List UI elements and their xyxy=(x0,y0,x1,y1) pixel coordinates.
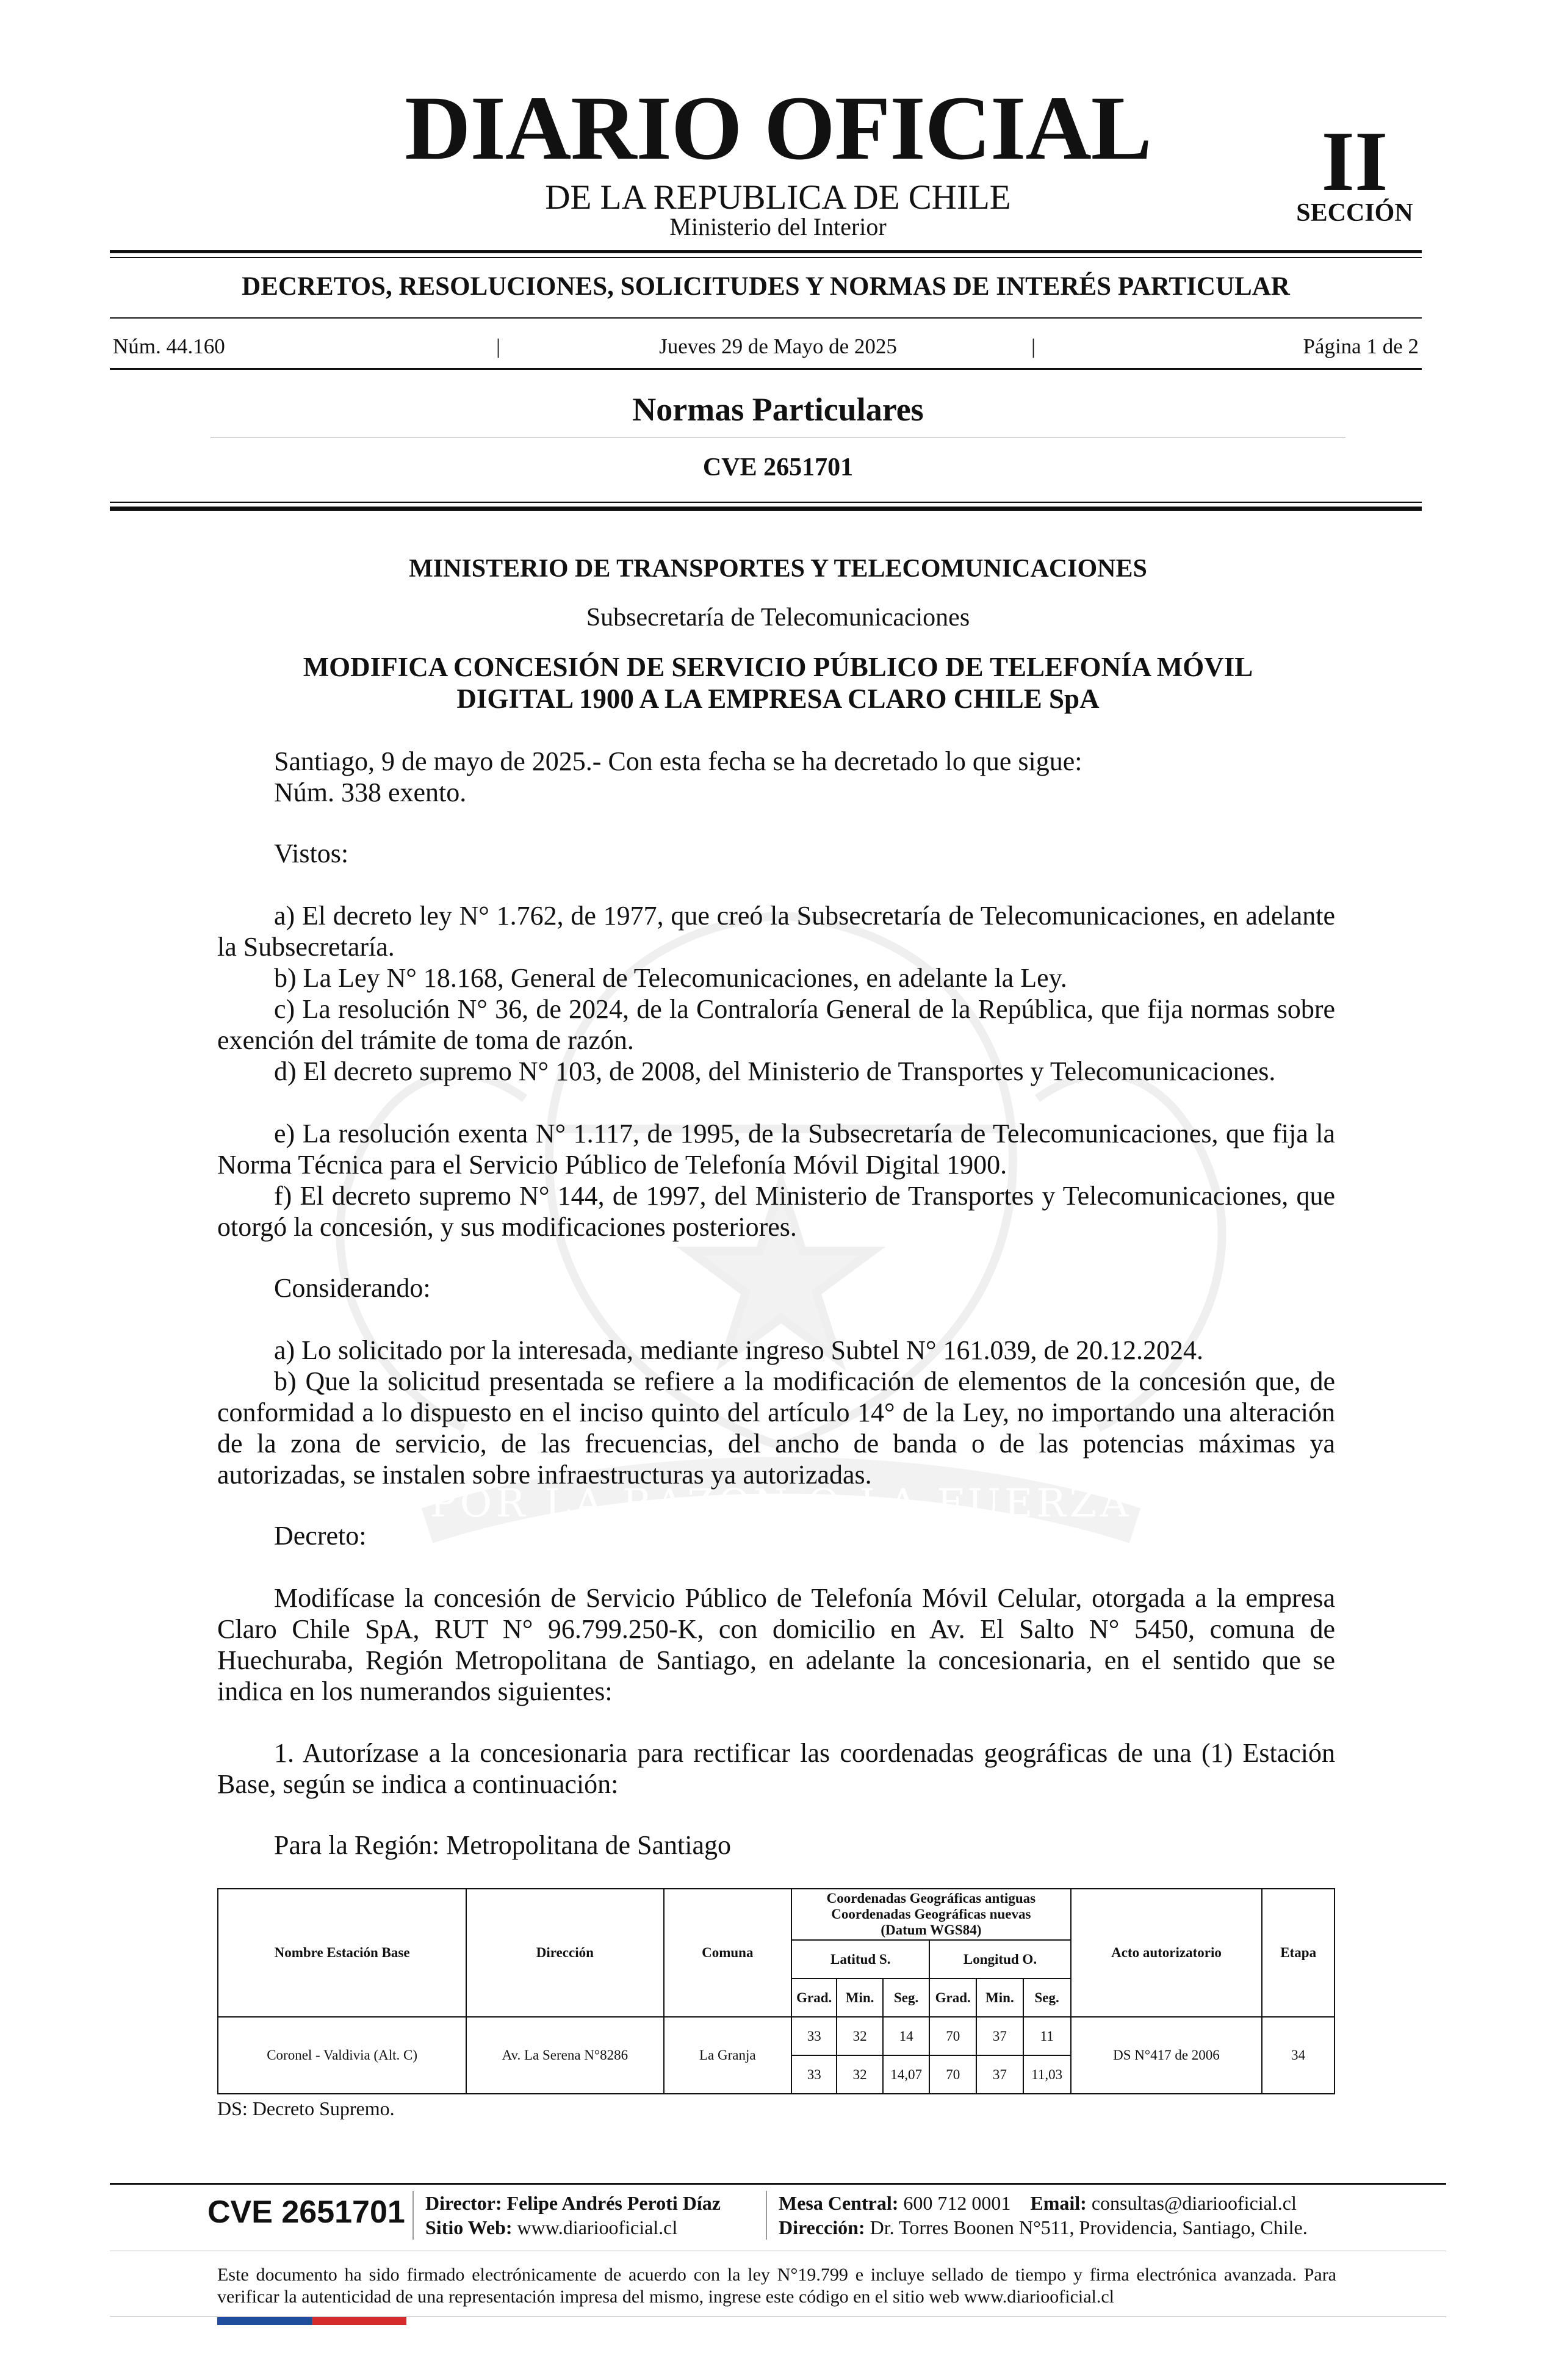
cell-new-lon-grad: 70 xyxy=(929,2055,976,2094)
section-title: Normas Particulares xyxy=(632,391,924,428)
vistos-item: e) La resolución exenta N° 1.117, de 1995, de la Subsecretaría de Telecomunicaciones, que fija la Norma Técnica para el Servicio Público de Telefonía Móvil Digital 1900. xyxy=(217,1119,1335,1180)
issuing-ministry: MINISTERIO DE TRANSPORTES Y TELECOMUNICACIONES xyxy=(409,555,1147,583)
footer-address: Dirección: Dr. Torres Boonen N°511, Providencia, Santiago, Chile. xyxy=(779,2216,1308,2238)
vistos-item: b) La Ley N° 18.168, General de Telecomunicaciones, en adelante la Ley. xyxy=(274,963,1067,993)
section-number: II xyxy=(1321,114,1388,209)
cell-new-lon-seg: 11,03 xyxy=(1023,2055,1071,2094)
cell-etapa: 34 xyxy=(1262,2017,1334,2094)
cell-new-lat-grad: 33 xyxy=(791,2055,837,2094)
issue-separator: | xyxy=(496,334,501,358)
cell-new-lon-min: 37 xyxy=(976,2055,1023,2094)
category-rule xyxy=(110,317,1422,319)
cell-old-lat-seg: 14 xyxy=(883,2017,930,2055)
considerando-item: a) Lo solicitado por la interesada, mediante ingreso Subtel N° 161.039, de 20.12.2024. xyxy=(274,1335,1204,1365)
considerando-item: b) Que la solicitud presentada se refiere a la modificación de elementos de la concesión que, de conformidad a lo dispuesto en el inciso quinto del artículo 14° de la Ley, no importando una alteración de la zona de servicio, de las frecuencias, del ancho de banda o de las potencias máximas ya autorizadas, se instalen sobre infraestructuras ya autorizadas. xyxy=(217,1366,1335,1490)
vistos-item: c) La resolución N° 36, de 2024, de la Contraloría General de la República, que fija normas sobre exención del trámite de toma de razón. xyxy=(217,994,1335,1055)
col-header-longitude: Longitud O. xyxy=(929,1940,1070,1978)
decreto-heading: Decreto: xyxy=(274,1521,367,1551)
col-header-grad: Grad. xyxy=(929,1978,976,2017)
col-header-comuna: Comuna xyxy=(664,1889,792,2017)
footer-mesa-central: Mesa Central: 600 712 0001 Email: consultas@diariooficial.cl xyxy=(779,2192,1297,2214)
vistos-item: d) El decreto supremo N° 103, de 2008, del Ministerio de Transportes y Telecomunicaciones. xyxy=(274,1056,1276,1086)
footer-website-link[interactable]: www.diariooficial.cl xyxy=(517,2216,678,2238)
footer-website: Sitio Web: www.diariooficial.cl xyxy=(425,2216,678,2238)
coords-header-line: Coordenadas Geográficas antiguas xyxy=(826,1891,1036,1906)
masthead-title: DIARIO OFICIAL xyxy=(405,78,1151,179)
flag-stripe-red xyxy=(312,2317,406,2325)
footer-email-link[interactable]: consultas@diariooficial.cl xyxy=(1091,2192,1297,2214)
cell-new-lat-seg: 14,07 xyxy=(883,2055,930,2094)
page-indicator: Página 1 de 2 xyxy=(1303,334,1419,358)
decree-title-line: DIGITAL 1900 A LA EMPRESA CLARO CHILE SpA xyxy=(456,683,1100,714)
cell-old-lon-grad: 70 xyxy=(929,2017,976,2055)
cell-comuna: La Granja xyxy=(664,2017,792,2094)
coords-header-line: (Datum WGS84) xyxy=(881,1922,982,1938)
cell-old-lon-seg: 11 xyxy=(1023,2017,1071,2055)
section-title-rule xyxy=(211,437,1345,438)
masthead-subtitle: DE LA REPUBLICA DE CHILE xyxy=(545,178,1011,217)
col-header-etapa: Etapa xyxy=(1262,1889,1334,2017)
cell-old-lat-grad: 33 xyxy=(791,2017,837,2055)
svg-text:POR LA RAZON O LA FUERZA: POR LA RAZON O LA FUERZA xyxy=(430,1481,1133,1526)
col-header-acto: Acto autorizatorio xyxy=(1071,1889,1262,2017)
issue-rule xyxy=(110,368,1422,370)
cell-address: Av. La Serena N°8286 xyxy=(466,2017,663,2094)
col-header-latitude: Latitud S. xyxy=(791,1940,929,1978)
footer-divider xyxy=(766,2191,767,2240)
vistos-item: a) El decreto ley N° 1.762, de 1977, que creó la Subsecretaría de Telecomunicaciones, en adelante la Subsecretaría. xyxy=(217,901,1335,962)
dateline: Santiago, 9 de mayo de 2025.- Con esta fecha se ha decretado lo que sigue: xyxy=(274,746,1082,776)
col-header-grad: Grad. xyxy=(791,1978,837,2017)
category-banner: DECRETOS, RESOLUCIONES, SOLICITUDES Y NORMAS DE INTERÉS PARTICULAR xyxy=(242,272,1290,301)
cell-old-lon-min: 37 xyxy=(976,2017,1023,2055)
col-header-min: Min. xyxy=(976,1978,1023,2017)
considerando-heading: Considerando: xyxy=(274,1273,431,1303)
footer-director: Director: Felipe Andrés Peroti Díaz xyxy=(425,2192,721,2214)
vistos-item: f) El decreto supremo N° 144, de 1997, del Ministerio de Transportes y Telecomunicaciones, que otorgó la concesión, y sus modificaciones posteriores. xyxy=(217,1181,1335,1242)
decree-title-line: MODIFICA CONCESIÓN DE SERVICIO PÚBLICO DE TELEFONÍA MÓVIL xyxy=(303,652,1253,682)
region-line: Para la Región: Metropolitana de Santiago xyxy=(274,1830,732,1860)
cell-old-lat-min: 32 xyxy=(837,2017,882,2055)
masthead-rule-thick xyxy=(110,250,1422,253)
subsecretaria: Subsecretaría de Telecomunicaciones xyxy=(586,604,970,632)
decreto-item-1: 1. Autorízase a la concesionaria para rectificar las coordenadas geográficas de una (1) Estación Base, según se indica a continuación: xyxy=(217,1738,1335,1799)
cell-new-lat-min: 32 xyxy=(837,2055,882,2094)
issue-number: Núm. 44.160 xyxy=(113,334,225,358)
decreto-body: Modifícase la concesión de Servicio Público de Telefonía Móvil Celular, otorgada a la empresa Claro Chile SpA, RUT N° 96.799.250-K, con domicilio en Av. El Salto N° 5450, comuna de Huechuraba, Región Metropolitana de Santiago, en adelante la concesionaria, en el sentido que se indica en los numerandos siguientes: xyxy=(217,1583,1335,1706)
issue-date: Jueves 29 de Mayo de 2025 xyxy=(659,334,897,358)
issue-separator: | xyxy=(1031,334,1036,358)
coords-header-line: Coordenadas Geográficas nuevas xyxy=(831,1906,1031,1922)
table-footnote: DS: Decreto Supremo. xyxy=(217,2097,395,2119)
header-rule-thin xyxy=(110,502,1422,503)
col-header-seg: Seg. xyxy=(1023,1978,1071,2017)
vistos-heading: Vistos: xyxy=(274,838,349,868)
footer-legal-note: Este documento ha sido firmado electrónicamente de acuerdo con la ley N°19.799 e incluye sellado de tiempo y firma electrónica avanzada. Para verificar la autenticidad de una representación impresa del mismo, ingrese este código en el sitio web www.diariooficial.cl xyxy=(217,2265,1336,2307)
masthead-rule-thin xyxy=(110,257,1422,258)
footer-rule-bottom xyxy=(110,2316,1446,2317)
section-label: SECCIÓN xyxy=(1296,199,1413,227)
flag-stripe-blue xyxy=(217,2317,312,2325)
col-header-address: Dirección xyxy=(466,1889,663,2017)
col-header-name: Nombre Estación Base xyxy=(218,1889,466,2017)
decree-title xyxy=(183,652,1373,715)
header-rule-thick xyxy=(110,507,1422,511)
base-station-table xyxy=(217,1888,1335,2094)
col-header-seg: Seg. xyxy=(883,1978,930,2017)
decree-number: Núm. 338 exento. xyxy=(274,777,467,807)
col-header-coordinates xyxy=(791,1889,1071,1940)
col-header-min: Min. xyxy=(837,1978,882,2017)
footer-cve-code: CVE 2651701 xyxy=(207,2194,405,2230)
footer-rule-top xyxy=(110,2183,1446,2185)
footer-divider xyxy=(412,2191,414,2240)
cell-station-name: Coronel - Valdivia (Alt. C) xyxy=(218,2017,466,2094)
masthead-ministry: Ministerio del Interior xyxy=(669,213,887,240)
cve-code: CVE 2651701 xyxy=(702,453,854,481)
cell-acto: DS N°417 de 2006 xyxy=(1071,2017,1262,2094)
